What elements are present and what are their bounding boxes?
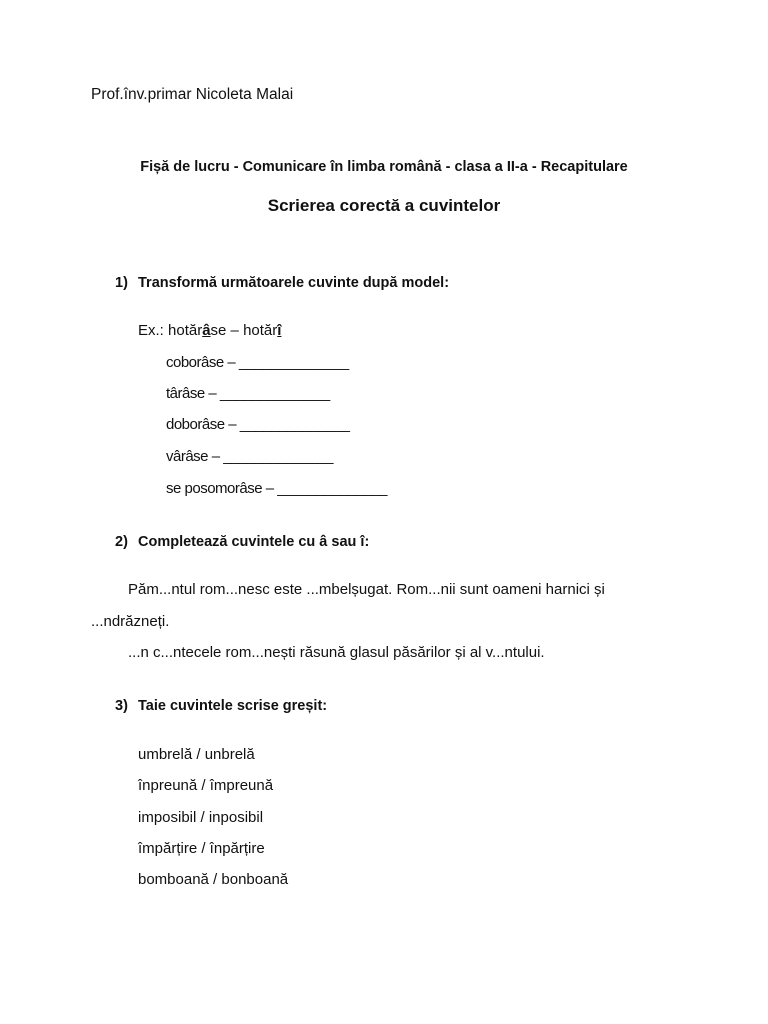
exercise-1-heading-text: Transformă următoarele cuvinte după model: [138,275,450,291]
exercise-1-item: se posomorâse – ______________ [166,480,388,497]
exercise-3-item: împărțire / înpărțire [138,840,265,857]
exercise-1-item: doborâse – ______________ [166,416,350,433]
exercise-1-heading [115,275,449,291]
exercise-2-heading-text: Completează cuvintele cu â sau î: [138,534,370,550]
example-underlined-a: â [202,322,211,339]
worksheet-subtitle: Fișă de lucru - Comunicare în limba română - clasa a II-a - Recapitulare [140,159,628,175]
exercise-1-item: coborâse – ______________ [166,354,349,371]
exercise-3-item: umbrelă / unbrelă [138,746,255,763]
example-middle: se – hotăr [210,322,278,339]
exercise-1-item: vârâse – ______________ [166,448,333,465]
exercise-2-number: 2) [115,534,128,550]
exercise-3-item: bomboană / bonboană [138,871,289,888]
exercise-3-item: înpreună / împreună [138,777,274,794]
exercise-3-heading-text: Taie cuvintele scrise greșit: [138,698,328,714]
exercise-2-line: ...n c...ntecele rom...nești răsună glasul păsărilor și al v...ntului. [128,644,545,661]
example-prefix: Ex.: hotăr [138,322,203,339]
worksheet-title: Scrierea corectă a cuvintelor [267,196,501,215]
exercise-2-line: ...ndrăzneți. [91,613,170,630]
exercise-2-line: Păm...ntul rom...nesc este ...mbelșugat. Rom...nii sunt oameni harnici și [128,581,605,598]
exercise-3-heading [115,698,327,714]
author-line: Prof.înv.primar Nicoleta Malai [91,86,294,103]
exercise-1-example [138,322,281,339]
exercise-3-item: imposibil / inposibil [138,809,264,826]
exercise-2-heading [115,534,369,550]
exercise-1-number: 1) [115,275,128,291]
exercise-1-item: târâse – ______________ [166,385,330,402]
example-underlined-i: î [277,322,282,339]
exercise-3-number: 3) [115,698,128,714]
